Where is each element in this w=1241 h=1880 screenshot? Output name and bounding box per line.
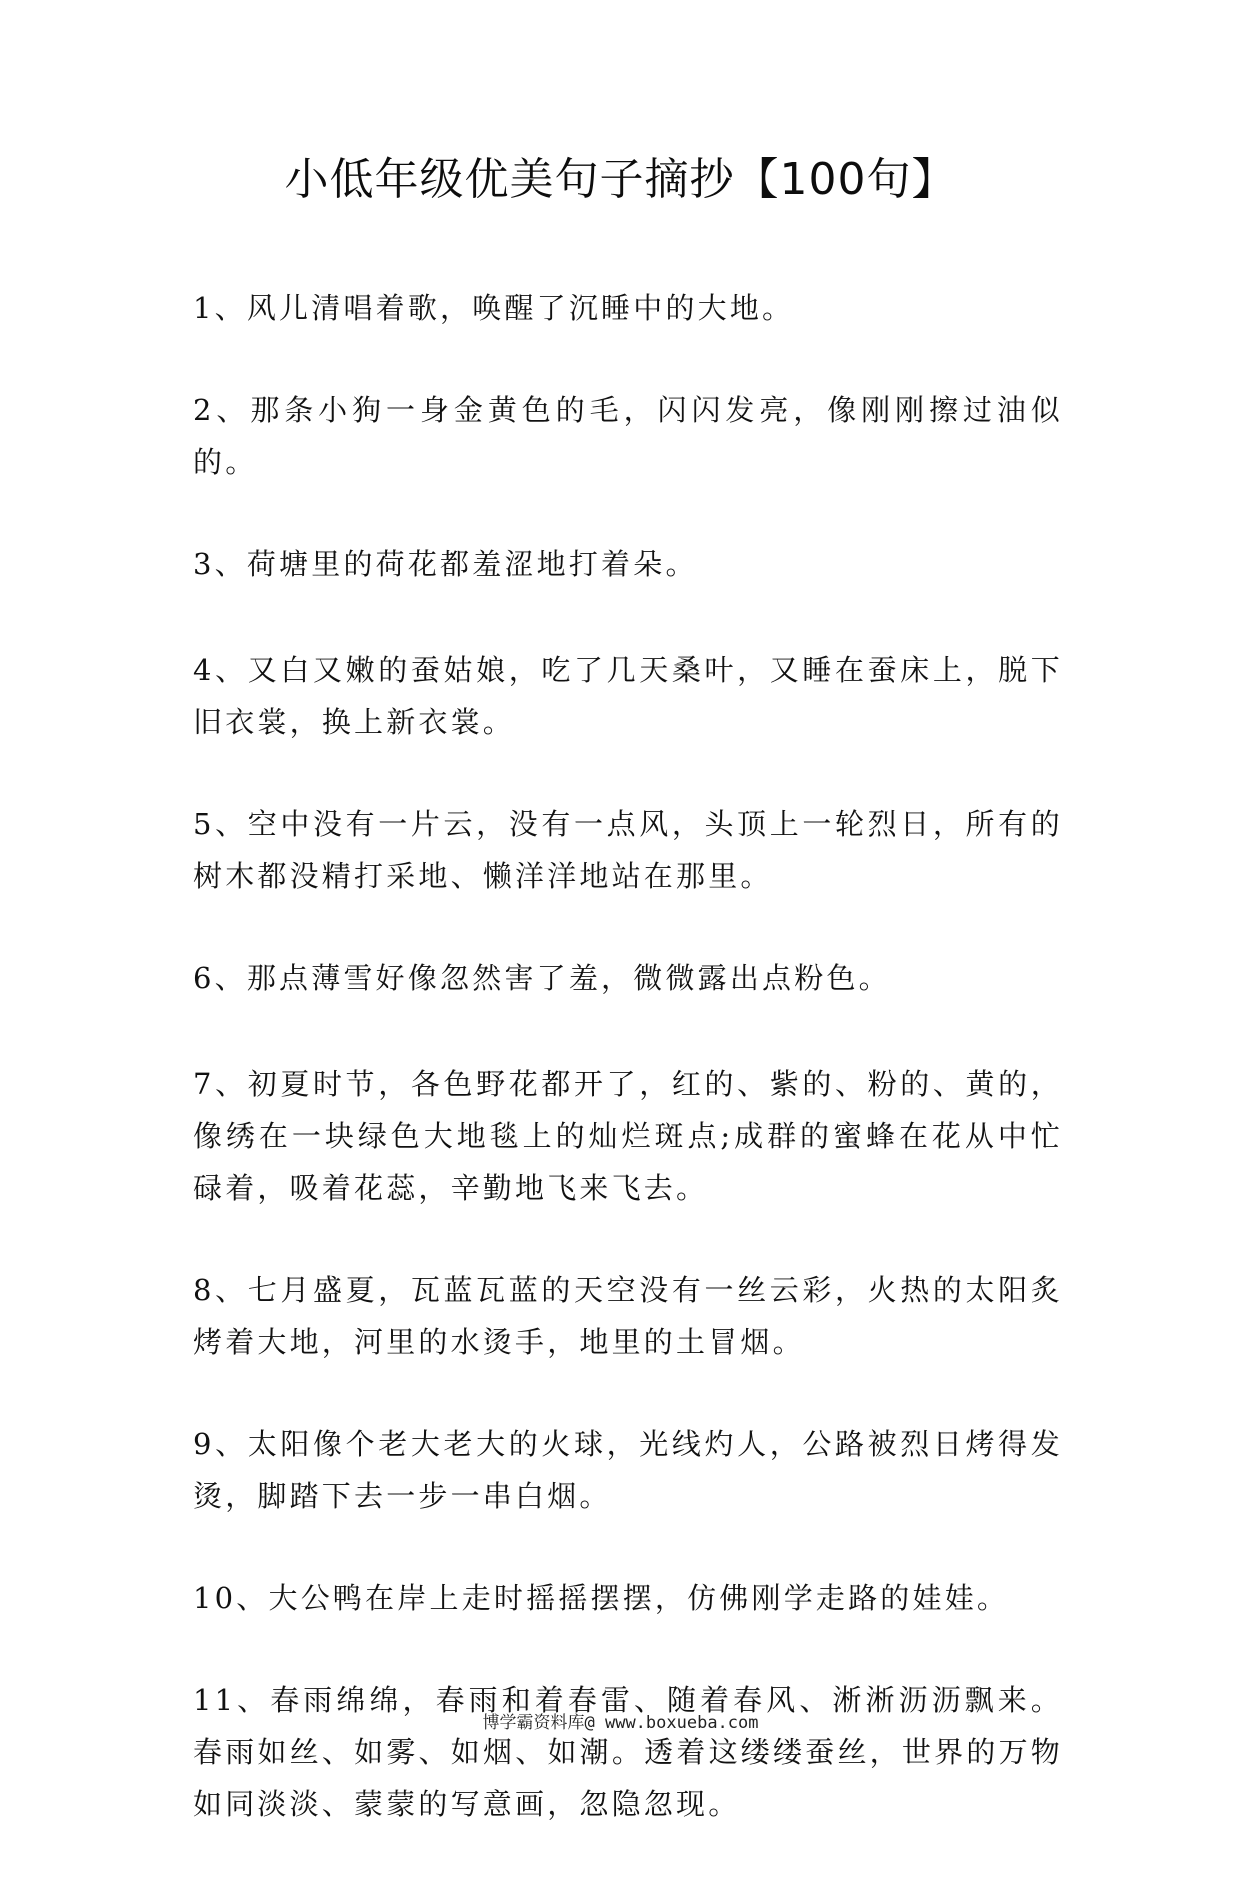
- footer-watermark: 博学霸资料库@ www.boxueba.com: [482, 1713, 759, 1733]
- sentence-list: [193, 282, 1063, 1880]
- list-item: 2、那条小狗一身金黄色的毛，闪闪发亮，像刚刚擦过油似的。: [193, 393, 1063, 479]
- list-item: 1、风儿清唱着歌，唤醒了沉睡中的大地。: [193, 291, 795, 325]
- list-item: 3、荷塘里的荷花都羞涩地打着朵。: [193, 547, 698, 581]
- list-item: 6、那点薄雪好像忽然害了羞，微微露出点粉色。: [193, 961, 891, 995]
- list-item: 9、太阳像个老大老大的火球，光线灼人，公路被烈日烤得发烫，脚踏下去一步一串白烟。: [193, 1427, 1063, 1513]
- list-item: 8、七月盛夏，瓦蓝瓦蓝的天空没有一丝云彩，火热的太阳炙烤着大地，河里的水烫手，地里的土冒烟。: [193, 1273, 1063, 1359]
- list-item: 10、大公鸭在岸上走时摇摇摆摆，仿佛刚学走路的娃娃。: [193, 1581, 1010, 1615]
- list-item: 7、初夏时节，各色野花都开了，红的、紫的、粉的、黄的，像绣在一块绿色大地毯上的灿烂斑点;成群的蜜蜂在花从中忙碌着，吸着花蕊，辛勤地飞来飞去。: [193, 1067, 1063, 1205]
- page-title: 小低年级优美句子摘抄【100句】: [284, 154, 957, 205]
- list-item: 4、又白又嫩的蚕姑娘，吃了几天桑叶，又睡在蚕床上，脱下旧衣裳，换上新衣裳。: [193, 653, 1063, 739]
- list-item: 11、春雨绵绵，春雨和着春雷、随着春风、淅淅沥沥飘来。春雨如丝、如雾、如烟、如潮。透着这缕缕蚕丝，世界的万物如同淡淡、蒙蒙的写意画，忽隐忽现。: [193, 1683, 1063, 1821]
- list-item: 5、空中没有一片云，没有一点风，头顶上一轮烈日，所有的树木都没精打采地、懒洋洋地站在那里。: [193, 807, 1063, 893]
